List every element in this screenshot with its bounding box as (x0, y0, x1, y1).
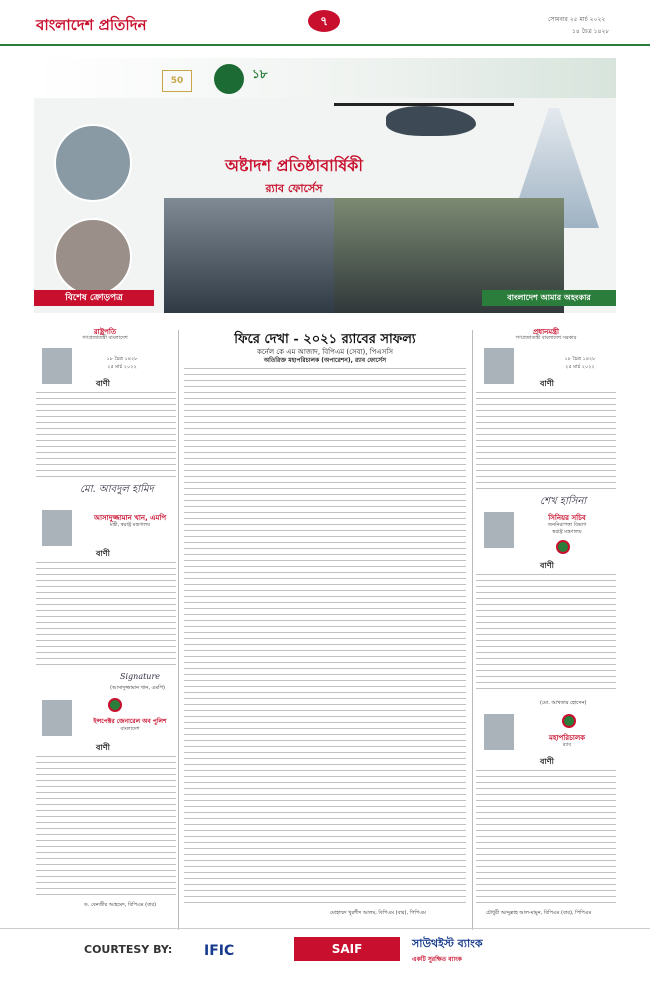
minister-name: আসাদুজ্জামান খান, এমপি (93, 514, 167, 522)
southeast-bank-logo (412, 935, 552, 965)
dg-name: চৌধুরী আব্দুল্লাহ আল-মামুন, বিপিএম (বার), পিপিএম (486, 910, 592, 916)
banner-subtitle: র‍্যাব ফোর্সেস (265, 182, 323, 195)
president-photo (54, 124, 132, 202)
president-message-text (36, 392, 176, 480)
article-byline: মোহাম্মদ খুরশীদ আলম, বিপিএম (বার), পিপিএম (330, 910, 426, 916)
special-supplement-tag: বিশেষ ক্রোড়পত্র (34, 290, 154, 306)
president-title: রাষ্ট্রপতি (93, 328, 117, 336)
article-author: কর্নেল কে এম আজাদ, বিপিএম (সেবা), পিএসসি (256, 348, 394, 356)
pm-message-text (476, 392, 616, 492)
pm-portrait (484, 348, 514, 384)
secretary-message-text (476, 574, 616, 692)
article-title: ফিরে দেখা - ২০২১ র‍্যাবের সাফল্য (234, 332, 416, 347)
igp-subtitle: বাংলাদেশ (120, 726, 140, 732)
message-label: বাণী (540, 379, 554, 388)
secretary-portrait (484, 512, 514, 548)
minister-name-below-sig: (আসাদুজ্জামান খান, এমপি) (110, 685, 165, 691)
column-divider (178, 330, 179, 930)
banner-top-strip (34, 58, 616, 98)
sponsor-footer (0, 928, 650, 984)
dg-message-text (476, 770, 616, 904)
date-line: সোমবার ২৫ মার্চ ২০২২ (548, 16, 606, 23)
message-label: বাণী (540, 757, 554, 766)
secretary-ministry: স্বরাষ্ট্র মন্ত্রণালয় (552, 529, 582, 535)
minister-signature: Signature (120, 672, 161, 681)
helicopter-image (386, 106, 476, 136)
igp-portrait (42, 700, 72, 736)
police-emblem-icon (108, 698, 122, 712)
pm-subtitle: গণপ্রজাতন্ত্রী বাংলাদেশ সরকার (515, 335, 577, 341)
secretary-name: (মো. আখতার হোসেন) (540, 700, 587, 706)
saif-powertec-logo: SAIF POWERTEC (294, 937, 400, 961)
date-line-bengali: ১৪ চৈত্র ১৪২৮ (572, 28, 610, 35)
prime-minister-photo (54, 218, 132, 296)
pm-signature: শেখ হাসিনা (540, 496, 587, 507)
secretary-title: সিনিয়র সচিব (548, 514, 586, 522)
igp-name: ড. বেনজীর আহমেদ, বিপিএম (বার) (84, 902, 157, 908)
page-header (0, 0, 650, 46)
president-subtitle: গণপ্রজাতন্ত্রী বাংলাদেশ (82, 335, 128, 341)
message-label: বাণী (96, 379, 110, 388)
pm-date: ১৮ চৈত্র ১৪২৮ (564, 356, 596, 362)
column-divider (472, 330, 473, 930)
article-author-role: অতিরিক্ত মহাপরিচালক (অপারেশন), র‍্যাব ফোর্সেস (263, 357, 387, 364)
dg-subtitle: র‍্যাব (562, 742, 572, 748)
president-portrait (42, 348, 72, 384)
president-date-2: ২৫ মার্চ ২০২২ (107, 364, 137, 370)
secretary-subtitle: জননিরাপত্তা বিভাগ (547, 522, 587, 528)
minister-message-text (36, 562, 176, 670)
pm-title: প্রধানমন্ত্রী (532, 328, 560, 336)
igp-title: ইন্সপেক্টর জেনারেল অব পুলিশ (93, 718, 167, 725)
govt-emblem-icon (556, 540, 570, 554)
courtesy-label: COURTESY BY: (84, 943, 173, 956)
pm-date-2: ২৫ মার্চ ২০২২ (565, 364, 595, 370)
anniversary-18-logo: ১৮ (252, 67, 268, 81)
ific-logo: IFIC (204, 943, 235, 959)
rab-emblem-icon (214, 64, 244, 94)
newspaper-name: বাংলাদেশ প্রতিদিন (36, 16, 147, 34)
mujib-50-logo: 50 (162, 70, 192, 92)
page-number: ৭ (308, 10, 340, 32)
article-body-text (184, 368, 466, 904)
message-label: বাণী (540, 561, 554, 570)
slogan-tag: বাংলাদেশ আমার অহংকার (482, 290, 616, 306)
rab-emblem-icon (562, 714, 576, 728)
southeast-bank-name: সাউথইস্ট ব্যাংক (412, 937, 483, 950)
president-signature: মো. আবদুল হামিদ (80, 484, 154, 495)
banner (34, 58, 616, 313)
banner-title: অষ্টাদশ প্রতিষ্ঠাবার্ষিকী (225, 156, 363, 175)
message-label: বাণী (96, 549, 110, 558)
southeast-bank-tagline: একটি সুরক্ষিত ব্যাংক (412, 956, 462, 963)
president-date: ১৮ চৈত্র ১৪২৮ (106, 356, 138, 362)
igp-message-text (36, 756, 176, 896)
message-label: বাণী (96, 743, 110, 752)
dg-title: মহাপরিচালক (548, 734, 586, 742)
minister-subtitle: মন্ত্রী, স্বরাষ্ট্র মন্ত্রণালয় (109, 522, 151, 528)
dg-portrait (484, 714, 514, 750)
minister-portrait (42, 510, 72, 546)
